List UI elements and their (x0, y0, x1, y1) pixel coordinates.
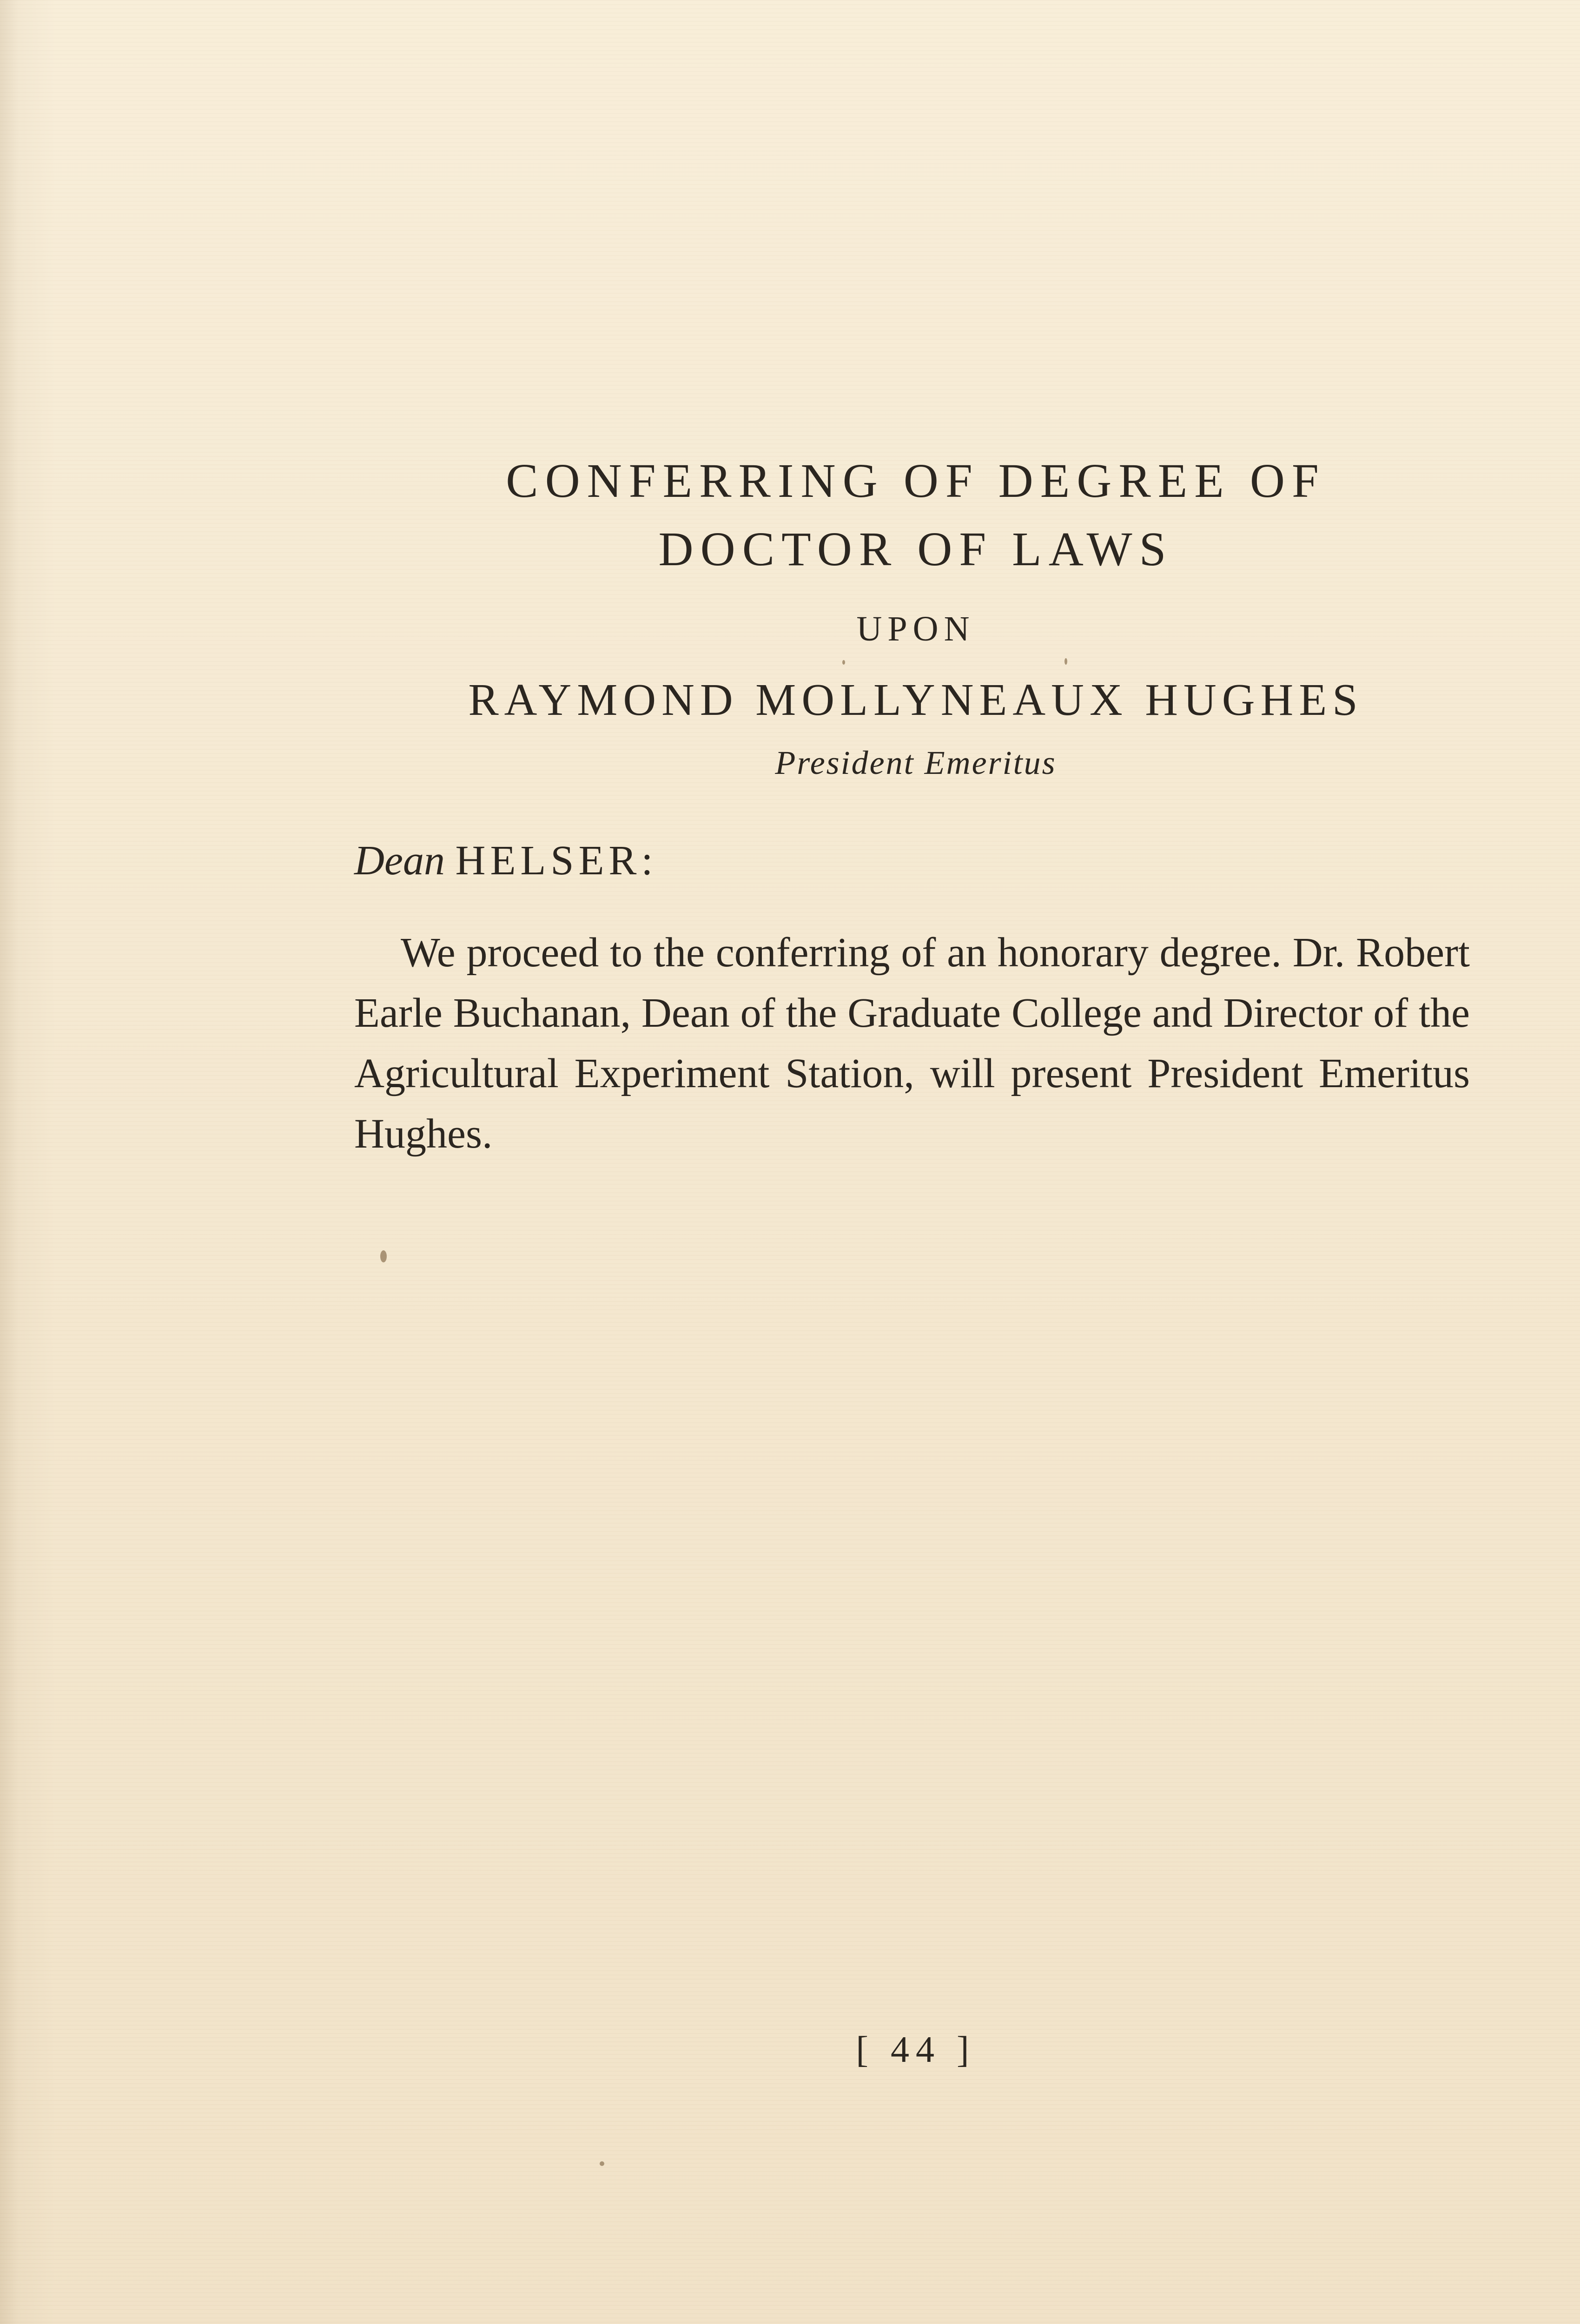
title-line-1: CONFERRING OF DEGREE OF (506, 454, 1326, 508)
page-number: [ 44 ] (856, 2029, 976, 2070)
honoree-name: RAYMOND MOLLYNEAUX HUGHES (468, 675, 1363, 725)
paper-speck (1064, 658, 1067, 665)
salutation-punctuation: : (641, 838, 653, 884)
body-paragraph: We proceed to the conferring of an honorary degree. Dr. Robert Earle Buchanan, Dean of the Graduate College and Director of the Agricultural Experiment Station, will present President Emeritus Hughes. (354, 930, 1470, 1157)
salutation-title: Dean (354, 838, 445, 884)
salutation-name: HELSER (455, 838, 641, 884)
title-line-2: DOCTOR OF LAWS (658, 522, 1173, 576)
paper-speck (600, 2161, 604, 2166)
paper-speck (380, 1250, 387, 1262)
honoree-title: President Emeritus (775, 744, 1057, 781)
paper-speck (842, 660, 845, 665)
salutation (354, 837, 653, 885)
upon-label: UPON (856, 609, 975, 648)
